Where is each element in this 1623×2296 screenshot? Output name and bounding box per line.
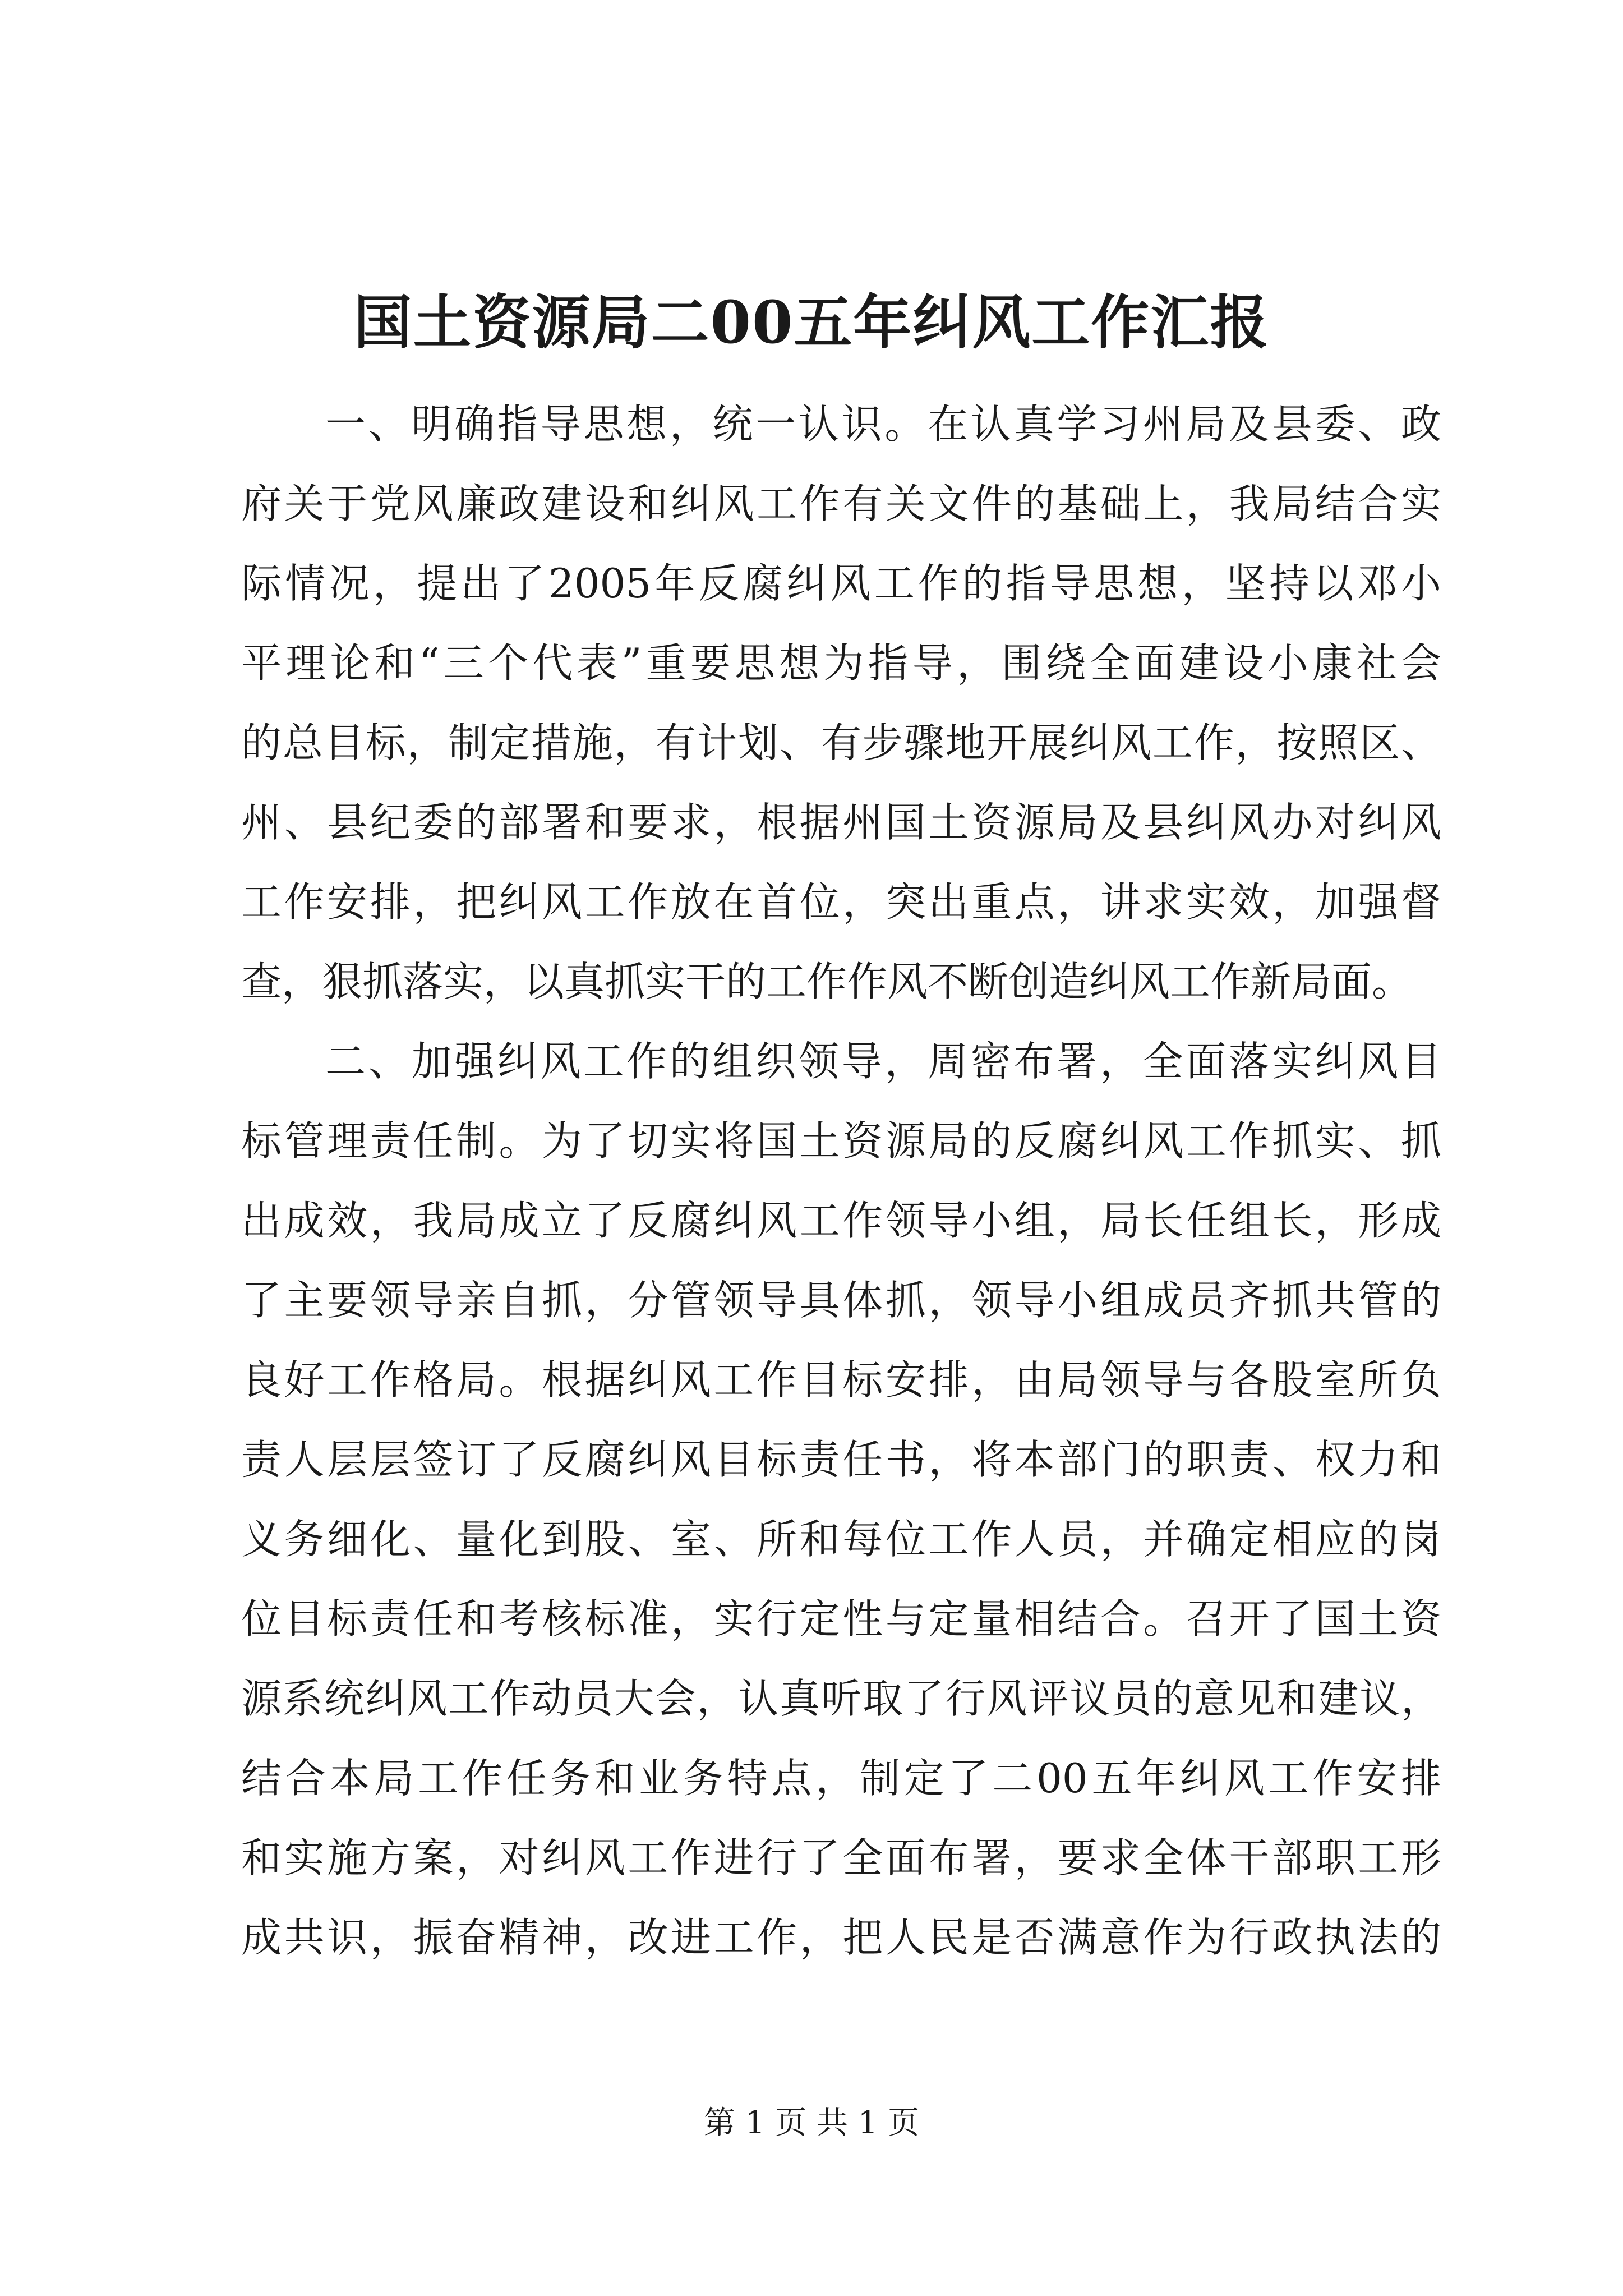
text-line: 查，狠抓落实，以真抓实干的工作作风不断创造纠风工作新局面。 [241,958,1413,1005]
page-footer: 第 1 页 共 1 页 [703,2105,920,2141]
text-line: 的总目标，制定措施，有计划、有步骤地开展纠风工作，按照区、 [241,719,1441,766]
text-line: 工作安排，把纠风工作放在首位，突出重点，讲求实效，加强督 [241,878,1441,926]
page-title: 国土资源局二00五年纠风工作汇报 [353,288,1270,357]
text-line: 位目标责任和考核标准，实行定性与定量相结合。召开了国土资 [241,1595,1441,1642]
text-line: 出成效，我局成立了反腐纠风工作领导小组，局长任组长，形成 [241,1197,1441,1244]
text-line: 责人层层签订了反腐纠风目标责任书，将本部门的职责、权力和 [241,1436,1441,1483]
text-line: 结合本局工作任务和业务特点，制定了二00五年纠风工作安排 [241,1755,1441,1802]
text-line: 标管理责任制。为了切实将国土资源局的反腐纠风工作抓实、抓 [241,1117,1441,1165]
text-line: 义务细化、量化到股、室、所和每位工作人员，并确定相应的岗 [241,1516,1441,1563]
text-line: 二、加强纠风工作的组织领导，周密布署，全面落实纠风目 [325,1038,1441,1085]
text-line: 良好工作格局。根据纠风工作目标安排，由局领导与各股室所负 [241,1356,1441,1404]
text-line: 源系统纠风工作动员大会，认真听取了行风评议员的意见和建议， [241,1675,1441,1722]
text-line: 府关于党风廉政建设和纠风工作有关文件的基础上，我局结合实 [241,480,1441,527]
document-body [241,384,1441,1977]
text-line: 平理论和“三个代表”重要思想为指导，围绕全面建设小康社会 [241,639,1441,687]
text-line: 和实施方案，对纠风工作进行了全面布署，要求全体干部职工形 [241,1834,1441,1881]
text-line: 际情况，提出了2005年反腐纠风工作的指导思想，坚持以邓小 [241,560,1441,607]
text-line: 了主要领导亲自抓，分管领导具体抓，领导小组成员齐抓共管的 [241,1277,1441,1324]
text-line: 成共识，振奋精神，改进工作，把人民是否满意作为行政执法的 [241,1914,1441,1961]
text-line: 州、县纪委的部署和要求，根据州国土资源局及县纠风办对纠风 [241,799,1441,846]
text-line: 一、明确指导思想，统一认识。在认真学习州局及县委、政 [325,401,1441,448]
